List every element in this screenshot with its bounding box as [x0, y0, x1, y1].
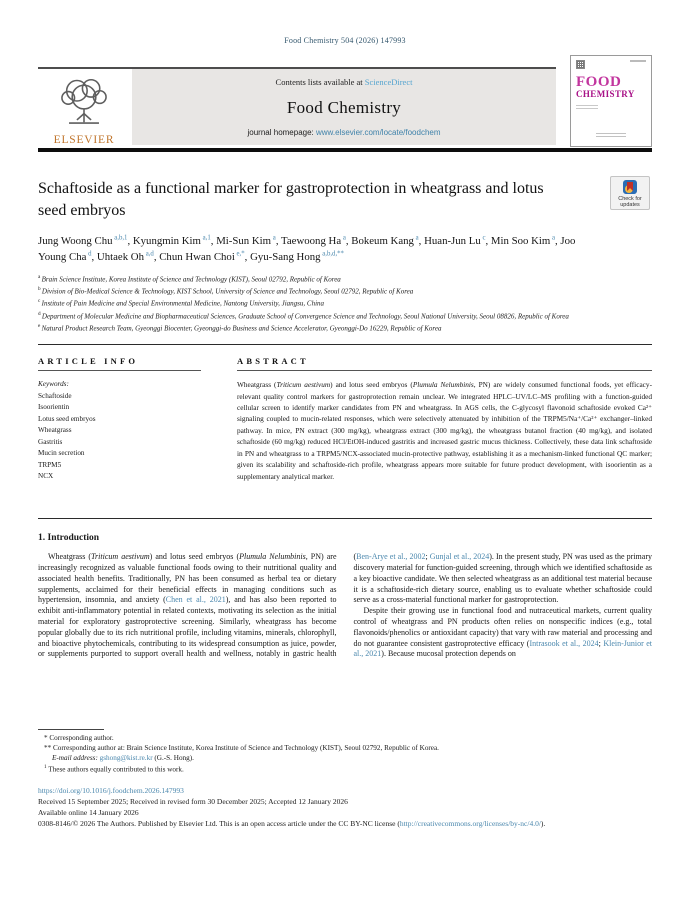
citation-link[interactable]: Gunjal et al., 2024 — [429, 552, 490, 562]
text-segment: ; — [425, 552, 430, 562]
footnote-rule — [38, 729, 104, 730]
article-footer — [38, 786, 652, 830]
section-heading-introduction: 1. Introduction — [38, 533, 100, 544]
contents-line — [138, 77, 550, 87]
text-segment: Wheatgrass ( — [237, 380, 277, 390]
author-separator: , — [91, 251, 97, 264]
homepage-line — [138, 128, 550, 137]
journal-header — [38, 67, 652, 152]
crossmark-icon — [623, 180, 637, 194]
keyword-item: Schaftoside — [38, 391, 72, 400]
author-separator: , — [485, 235, 491, 248]
footnote-marker: * — [44, 734, 48, 743]
keyword-item: Lotus seed embryos — [38, 414, 96, 423]
affiliation-sup: d — [38, 310, 42, 317]
author-separator: , — [555, 235, 561, 248]
text-segment: ). — [540, 818, 546, 828]
article-info-heading: ARTICLE INFO — [38, 356, 139, 367]
homepage-prefix: journal homepage: — [247, 128, 316, 137]
footnote-text: Corresponding author. — [49, 734, 114, 743]
cover-editor-lines — [576, 104, 598, 109]
email-tail: (G.-S. Hong). — [152, 754, 194, 762]
author-separator: , — [418, 235, 425, 248]
text-segment: ) and lotus seed embryos ( — [149, 552, 240, 562]
doi-link[interactable]: https://doi.org/10.1016/j.foodchem.2026.147993 — [38, 786, 184, 796]
footnote-marker: 1 — [44, 763, 47, 770]
cover-chemistry-wordmark: CHEMISTRY — [576, 89, 635, 99]
text-segment: ; — [598, 638, 604, 648]
author-name: Kyungmin Kim — [132, 235, 201, 248]
author-affiliation-sup: c — [480, 234, 486, 242]
author-name: Gyu-Sang Hong — [250, 251, 321, 264]
affiliation-text: Institute of Pain Medicine and Special Environmental Medicine, Nantong University, Jiangsu, China — [41, 299, 325, 308]
email-label: E-mail address: — [52, 754, 98, 762]
author-affiliation-sup: a,b,1 — [112, 234, 128, 242]
email-link[interactable]: gshong@kist.re.kr — [99, 754, 153, 762]
author-name: Bokeum Kang — [351, 235, 414, 248]
cover-tiny-text — [630, 60, 646, 62]
citation-link[interactable]: Chen et al., 2021 — [165, 595, 226, 605]
author-name: Min Soo Kim — [490, 235, 551, 248]
italic-text: Plumula Nelumbinis — [239, 552, 306, 562]
journal-reference: Food Chemistry 504 (2026) 147993 — [284, 36, 406, 45]
text-segment: , PN) are increasingly recognized as valuable functional foods owing to their nutritional quality and associated health benefits. Traditionally, PN has been consumed as herbal tea or dietary supplements, acclaimed for their beneficial effects in managing conditions such as hypertension, insomnia, and anxiety ( — [38, 552, 337, 605]
author-name: Mi-Sun Kim — [216, 235, 272, 248]
abstract-column — [237, 356, 652, 508]
affiliation-sup: b — [38, 285, 42, 292]
keyword-item: Wheatgrass — [38, 426, 72, 435]
text-segment: 0308-8146/© 2026 The Authors. Published by Elsevier Ltd. This is an open access article under the CC BY-NC license ( — [38, 818, 400, 828]
elsevier-wordmark: ELSEVIER — [53, 134, 115, 146]
keyword-item: Gastritis — [38, 437, 63, 446]
citation-link[interactable]: Ben-Arye et al., 2002 — [356, 552, 426, 562]
keywords-label: Keywords: — [38, 380, 69, 389]
qr-icon — [576, 60, 585, 69]
received-dates: Received 15 September 2025; Received in revised form 30 December 2025; Accepted 12 January 2026 — [38, 797, 348, 807]
footnote-email — [38, 754, 652, 764]
author-affiliation-sup: a — [550, 234, 556, 242]
footnote-text: Corresponding author at: Brain Science Institute, Korea Institute of Science and Technology (KIST), Seoul 02792, Republic of Korea. — [52, 744, 439, 753]
affiliation-text: Division of Bio-Medical Science & Technology, KIST School, University of Science and Technology, Seoul 02792, Republic of Korea — [41, 287, 414, 296]
abstract-bottom-rule — [38, 518, 652, 519]
author-separator: , — [345, 235, 352, 248]
keyword-item: NCX — [38, 472, 54, 481]
check-for-updates-label: Check for updates — [618, 196, 642, 209]
author-affiliation-sup: a,b,d,** — [320, 250, 344, 258]
section-divider-rule — [38, 344, 652, 345]
affiliation-text: Natural Product Research Team, Gyeonggi Biocenter, Gyeonggi-do Business and Science Accelerator, Gyeonggi-Do 16229, Republic of Korea — [41, 324, 442, 333]
text-segment: Wheatgrass ( — [48, 552, 92, 562]
elsevier-logo[interactable] — [38, 69, 130, 146]
affiliation-text: Brain Science Institute, Korea Institute of Science and Technology (KIST), Seoul 02792, Republic of Korea — [41, 274, 341, 283]
text-segment: ). In the present study, PN was used as the primary discovery material for function-guided screening, through which we identified schaftoside as a key bioactive candidate. We then selected wheatgrass as an additional test material because it is a schaftoside-rich dietary source, enabling us to evaluate whether schaftoside could serve as a cross-material functional marker for gastroprotection. — [353, 552, 652, 605]
author-name: Taewoong Ha — [281, 235, 342, 248]
author-affiliation-sup: a — [271, 234, 276, 242]
author-affiliation-sup: a — [341, 234, 346, 242]
author-affiliation-sup: a,d — [144, 250, 154, 258]
author-separator: , — [275, 235, 282, 248]
author-name: Joo Young Cha — [38, 235, 576, 264]
article-title: Schaftoside as a functional marker for gastroprotection in wheatgrass and lotus seed embryos — [38, 180, 544, 219]
footnotes — [38, 734, 652, 775]
author-affiliation-sup: a — [413, 234, 419, 242]
citation-link[interactable]: http://creativecommons.org/licenses/by-nc/4.0/ — [399, 818, 541, 828]
italic-text: Triticum aestivum — [91, 552, 150, 562]
footnote-marker: ** — [44, 744, 52, 753]
author-separator: , — [210, 235, 217, 248]
sciencedirect-link[interactable]: ScienceDirect — [364, 77, 413, 87]
author-separator: , — [153, 251, 160, 264]
affiliation-list — [38, 273, 652, 335]
keyword-item: TRPM5 — [38, 460, 62, 469]
affiliation-line — [38, 297, 652, 309]
journal-homepage-link[interactable]: www.elsevier.com/locate/foodchem — [316, 128, 441, 137]
introduction-body — [38, 552, 652, 720]
italic-text: Triticum aestivum — [276, 380, 331, 390]
author-name: Chun Hwan Choi — [159, 251, 235, 264]
journal-banner — [132, 69, 556, 145]
intro-paragraph-2 — [354, 606, 653, 660]
author-affiliation-sup: e,* — [234, 250, 245, 258]
footnote-text: These authors equally contributed to this work. — [48, 765, 184, 774]
elsevier-tree-icon — [56, 75, 112, 127]
keywords-list — [38, 391, 201, 483]
text-segment: Despite their growing use in functional food and nutraceutical markets, current quality control of wheatgrass and PN products often relies on nonspecific indices (e.g., total flavonoids/phenolics or antioxidant capacity) that vary with raw material and processing and do not guarantee consistent gastroprotective efficacy ( — [353, 606, 652, 648]
author-separator: , — [244, 251, 251, 264]
affiliation-text: Department of Molecular Medicine and Biopharmaceutical Sciences, Graduate School of Convergence Science and Technology, Seoul National University, Seoul 08826, Republic of Korea — [41, 311, 569, 320]
footnote-equal-contribution — [38, 764, 652, 775]
abstract-rule — [237, 370, 652, 371]
affiliation-sup: a — [38, 273, 42, 280]
author-name: Uhtaek Oh — [96, 251, 144, 264]
footnote-corresponding — [38, 734, 652, 744]
text-segment: ), and has also been reported to exhibit anti-inflammatory potential in related contexts, motivating its selection as the initial material for exploratory gastroprotective screening. Similarly, wheatgrass has become popular globally due to its rich nutritional profile, including vitamins, minerals, chlorophyll, and bioactive phytochemicals, contributing to its widespread consumption as juice, powder, or supplements purported to support overall health and wellness, notably in gastric health ( — [38, 552, 357, 659]
copyright-line — [38, 819, 652, 830]
text-segment: ). Because mucosal protection depends on — [381, 649, 516, 659]
author-affiliation-sup: a,1 — [200, 234, 211, 242]
abstract-text — [237, 379, 652, 482]
abstract-heading: ABSTRACT — [237, 356, 309, 367]
author-affiliation-sup: d — [86, 250, 92, 258]
header-bottom-rule — [38, 148, 652, 152]
author-separator: , — [127, 235, 133, 248]
check-for-updates-badge[interactable] — [610, 176, 650, 210]
citation-link[interactable]: Intrasook et al., 2024 — [529, 638, 599, 648]
italic-text: Plumula Nelumbinis — [412, 380, 474, 390]
affiliation-line — [38, 273, 652, 285]
journal-cover-thumbnail[interactable] — [570, 55, 652, 147]
keyword-item: Mucin secretion — [38, 449, 85, 458]
available-online: Available online 14 January 2026 — [38, 808, 139, 818]
affiliation-line — [38, 285, 652, 297]
text-segment: ) and lotus seed embryos ( — [330, 380, 413, 390]
affiliation-line — [38, 322, 652, 334]
author-name: Huan-Jun Lu — [424, 235, 481, 248]
contents-prefix: Contents lists available at — [275, 77, 365, 87]
affiliation-sup: e — [38, 322, 42, 329]
citation-link[interactable]: Klein-Junior et al., 2021 — [353, 638, 652, 659]
cover-food-wordmark: FOOD — [576, 74, 622, 90]
affiliation-line — [38, 310, 652, 322]
article-info-rule — [38, 370, 201, 371]
affiliation-sup: c — [38, 298, 42, 305]
cover-footer-lines — [596, 131, 626, 137]
text-segment: , PN) are widely consumed functional foods, yet efficacy-relevant quality control markers for gastroprotection remain unclear. We integrated HPLC–UV/LC–MS profiling with a function-guided cellular screen to identify marker candidates from PN and wheatgrass. In AGS cells, the C-glycosyl flavonoid schaftoside evoked Ca²⁺ signaling coupled to mucin-related responses, which were selectively attenuated by inhibition of the TRPM5/Na⁺/Ca²⁺ exchanger–linked pathway. In mice, PN extract (300 mg/kg), wheatgrass extract (300 mg/kg), the wheatgrass butanol fraction (40 mg/kg), and isolated schaftoside (60 mg/kg) reduced HCl/EtOH-induced gastritis and increased gastric mucus thickness. Collectively, these data link schaftoside in PN and wheatgrass to a TRPM5/NCX-associated mucin-protective pathway, establishing it as a mechanism-linked functional QC marker; given its scalability and schaftoside-rich profile, wheatgrass appears more suitable for future product development, with isoorientin as a supplementary analytical marker. — [237, 380, 653, 481]
author-list — [38, 233, 598, 265]
keyword-item: Isoorientin — [38, 403, 70, 412]
article-info-column — [38, 356, 201, 508]
journal-title: Food Chemistry — [286, 97, 402, 117]
footnote-corresponding-at — [38, 744, 652, 754]
author-name: Jung Woong Chu — [38, 235, 113, 248]
